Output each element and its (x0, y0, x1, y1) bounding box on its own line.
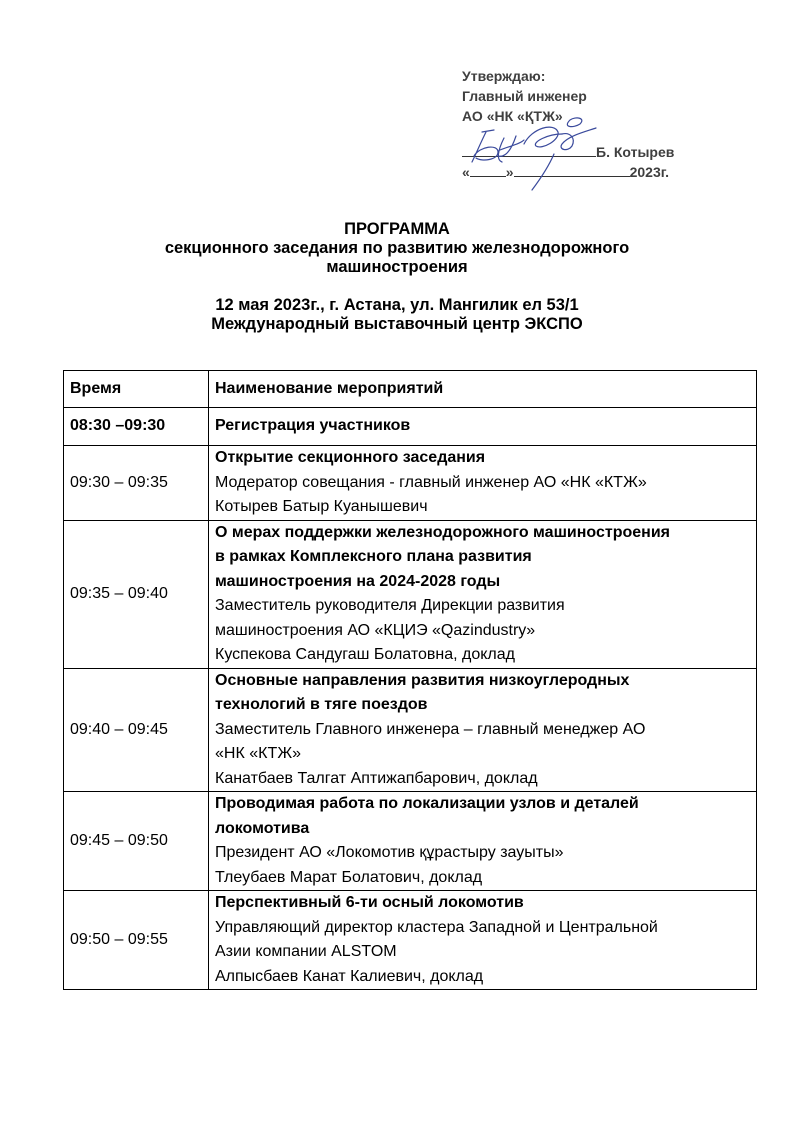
session-detail-line: машиностроения АО «КЦИЭ «Qazindustry» (215, 621, 536, 639)
approver-position: Главный инженер (462, 88, 587, 104)
table-row (64, 446, 757, 521)
session-time: 09:50 – 09:55 (64, 891, 209, 990)
session-details (209, 446, 757, 521)
session-time: 09:35 – 09:40 (64, 520, 209, 668)
approval-label: Утверждаю: (462, 68, 546, 84)
session-title-line: локомотива (215, 819, 310, 837)
session-time: 09:45 – 09:50 (64, 792, 209, 891)
session-detail-line: Азии компании ALSTOM (215, 943, 397, 960)
session-detail-line: Алпысбаев Канат Калиевич, доклад (215, 967, 484, 985)
session-details (209, 891, 757, 990)
table-header-row (64, 371, 757, 408)
session-title-line: машиностроения на 2024-2028 годы (215, 572, 501, 590)
approval-stamp (462, 66, 762, 182)
session-time: 09:40 – 09:45 (64, 668, 209, 792)
session-title-line: Проводимая работа по локализации узлов и деталей (215, 795, 639, 812)
session-title-line: в рамках Комплексного плана развития (215, 548, 532, 565)
document-subtitle-line-2: машиностроения (326, 258, 468, 276)
session-detail-line: Канатбаев Талгат Аптижапбарович, доклад (215, 769, 538, 787)
approver-organization: АО «НК «ҚТЖ» (462, 108, 563, 124)
table-row (64, 520, 757, 668)
session-detail-line: Управляющий директор кластера Западной и Центральной (215, 918, 658, 936)
signature-line (462, 142, 762, 162)
column-header-event: Наименование мероприятий (209, 371, 757, 408)
approval-date-line (462, 162, 762, 182)
approval-year: 2023г. (629, 164, 670, 180)
session-time: 09:30 – 09:35 (64, 446, 209, 521)
session-detail-line: Куспекова Сандугаш Болатовна, доклад (215, 646, 515, 663)
session-title-line: Основные направления развития низкоуглеродных (215, 671, 630, 689)
session-detail-line: Заместитель Главного инженера – главный менеджер АО (215, 720, 646, 738)
document-title: ПРОГРАММА (344, 220, 450, 238)
table-row-registration (64, 408, 757, 446)
session-details (209, 520, 757, 668)
table-row (64, 792, 757, 891)
session-details (209, 792, 757, 891)
session-detail-line: Котырев Батыр Куанышевич (215, 498, 428, 515)
session-title-line: технологий в тяге поездов (215, 696, 428, 713)
column-header-time: Время (64, 371, 209, 408)
document-subtitle-line-1: секционного заседания по развитию железнодорожного (164, 239, 630, 257)
registration-time: 08:30 –09:30 (64, 408, 209, 446)
session-detail-line: «НК «КТЖ» (215, 745, 302, 762)
signature-blank (462, 142, 596, 157)
session-title-line: О мерах поддержки железнодорожного машиностроения (215, 523, 670, 541)
day-blank (470, 162, 506, 177)
signer-name: Б. Котырев (596, 144, 675, 160)
session-title-line: Перспективный 6-ти осный локомотив (215, 894, 524, 911)
session-detail-line: Заместитель руководителя Дирекции развития (215, 597, 565, 614)
month-blank (514, 162, 630, 177)
document-header (60, 220, 734, 334)
session-details (209, 668, 757, 792)
registration-title: Регистрация участников (209, 408, 757, 446)
session-detail-line: Модератор совещания - главный инженер АО «НК «КТЖ» (215, 473, 647, 491)
program-table (63, 370, 757, 990)
date-quote-open: « (462, 164, 470, 180)
table-row (64, 891, 757, 990)
event-date-place: 12 мая 2023г., г. Астана, ул. Мангилик ел 53/1 (215, 296, 579, 314)
session-detail-line: Тлеубаев Марат Болатович, доклад (215, 868, 483, 886)
event-venue: Международный выставочный центр ЭКСПО (211, 315, 583, 333)
session-detail-line: Президент АО «Локомотив құрастыру зауыты» (215, 844, 564, 861)
table-row (64, 668, 757, 792)
date-quote-close: » (505, 164, 514, 180)
session-title-line: Открытие секционного заседания (215, 449, 486, 466)
